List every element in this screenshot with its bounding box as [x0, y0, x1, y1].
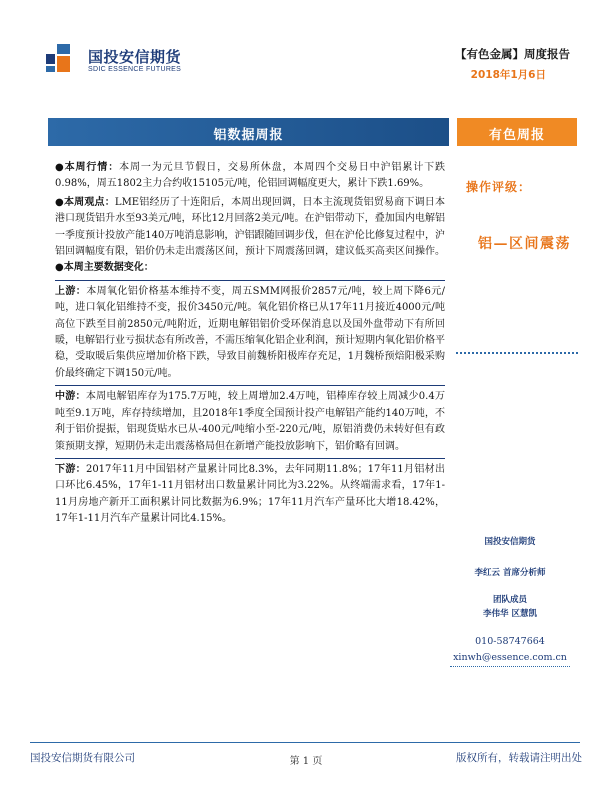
downstream-paragraph	[55, 462, 445, 528]
upstream-text: 本周氧化铝价格基本维持不变，周五SMM网报价2857元/吨，较上周下降6元/吨，进口氧化铝维持不变，报价3450元/吨。氧化铝价格已从17年11月接近4000元/吨高位下跌至目前2850元/吨附近，近期电解铝铝价受环保消息以及国外盘带动下有所回暖，电解铝行业亏损状态有所改善，不需压缩氧化铝企业利润，预计短期内氧化铝价格平稳，受取暖后集供应增加价格下跌，导致目前魏桥阳极库存充足，1月魏桥预焙阳极采购价最终确定下调150元/吨。	[55, 285, 445, 379]
bullet-icon: ●	[55, 162, 65, 173]
sidebar-divider	[456, 352, 578, 354]
upstream-paragraph	[55, 284, 445, 386]
page-number: 第 1 页	[289, 756, 323, 767]
upstream-label: 上游：	[55, 285, 87, 297]
weekly-trend-text: 本周一为元旦节假日，交易所休盘，本周四个交易日中沪铝累计下跌0.98%，周五1802主力合约收15105元/吨，伦铝回调幅度更大，累计下跌1.69%。	[55, 162, 445, 190]
weekly-view-label: 本周观点：	[63, 196, 115, 208]
contact-email[interactable]: xinwh@essence.com.cn	[453, 652, 567, 663]
bullet-icon: ●	[55, 262, 64, 274]
report-date: 2018年1月6日	[470, 69, 546, 81]
team-lead: 李红云 首席分析师	[474, 568, 546, 578]
brand-name: 国投安信期货	[88, 48, 182, 66]
midstream-label: 中游：	[55, 391, 86, 403]
data-changes-heading	[55, 260, 445, 280]
sector-label: 有色周报	[488, 128, 545, 143]
brand-name-english: SDIC ESSENCE FUTURES	[88, 66, 182, 73]
sidebar-divider	[450, 666, 570, 667]
bullet-icon: ●	[55, 196, 64, 208]
midstream-paragraph	[55, 389, 445, 459]
downstream-label: 下游：	[55, 463, 86, 475]
footer-copyright: 版权所有，转载请注明出处	[456, 752, 582, 764]
footer-divider	[30, 742, 580, 743]
downstream-text: 2017年11月中国铝材产量累计同比8.3%，去年同期11.8%；17年11月铝材出口环比6.45%，17年1-11月铝材出口数量累计同比为3.22%。从终端需求看，17年1-11月房地产新开工面积累计同比数据为6.9%；17年11月汽车产量环比大增18.42%，17年1-11月汽车产量累计同比4.15%。	[55, 463, 445, 525]
team-title: 团队成员	[492, 595, 527, 605]
rating-value: 铝—区间震荡	[478, 236, 571, 252]
weekly-view-paragraph	[55, 195, 445, 261]
report-body	[55, 160, 445, 528]
team-members: 李伟华 区慧凯	[483, 609, 537, 619]
weekly-trend-label: 本周行情：	[64, 162, 120, 173]
report-title: 铝数据周报	[213, 128, 284, 143]
weekly-trend-paragraph	[55, 160, 445, 193]
weekly-view-text: LME铝经历了十连阳后，本周出现回调，日本主流现货铝贸易商下调日本港口现货铝升水至93美元/吨，环比12月回落2美元/吨。在沪铝带动下，叠加国内电解铝一季度预计投放产能140万吨消息影响，沪铝跟随回调步伐，但在沪伦比修复过程中，沪铝回调幅度有限，铝价仍未走出震荡区间，预计下周震荡回调，建议低买高卖区间操作。	[55, 196, 445, 258]
company-logo-icon	[46, 44, 72, 72]
data-changes-label: 本周主要数据变化：	[63, 262, 154, 274]
contact-phone: 010-58747664	[475, 636, 545, 647]
footer-company: 国投安信期货有限公司	[30, 752, 135, 764]
midstream-text: 本周电解铝库存为175.7万吨，较上周增加2.4万吨，铝棒库存较上周减少0.4万吨至9.1万吨，库存持续增加，且2018年1季度全国预计投产电解铝产能约140万吨，不利于铝价提振，铝现货贴水已从-400元/吨缩小至-220元/吨，原铝消费仍未转好但有政策预期支撑，短期仍未走出震荡格局但在新增产能投放影响下，铝价略有回调。	[55, 391, 445, 452]
report-type: 【有色金属】周度报告	[455, 47, 570, 61]
team-company: 国投安信期货	[484, 537, 536, 547]
rating-label: 操作评级：	[466, 180, 532, 194]
